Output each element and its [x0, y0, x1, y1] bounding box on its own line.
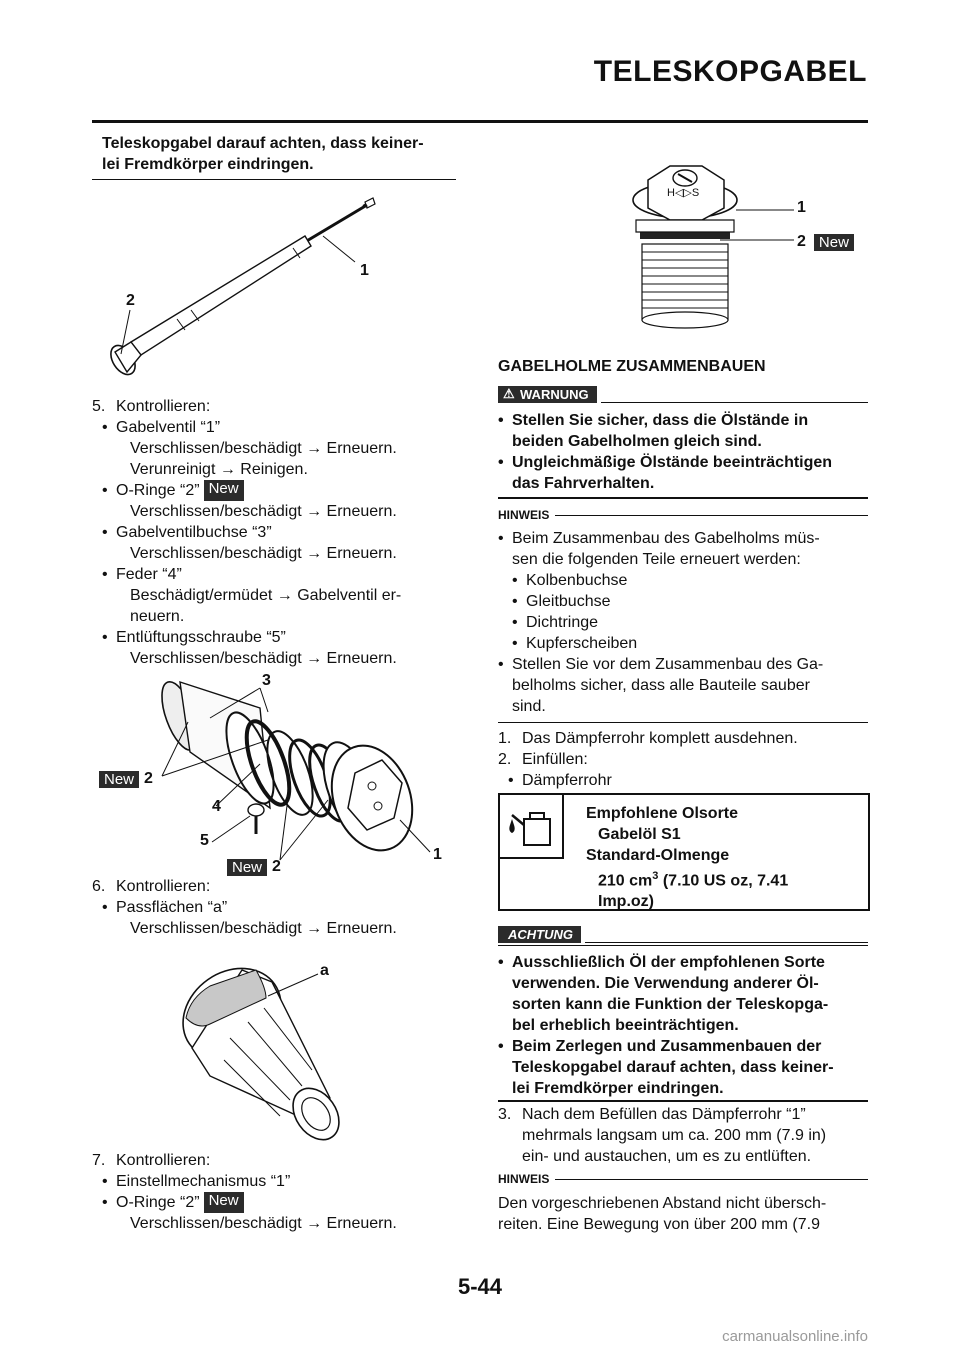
callout-1: 1	[360, 262, 369, 279]
new-badge: New	[99, 771, 139, 788]
hinweis2-body: Den vorgeschriebenen Abstand nicht übersch- reiten. Eine Bewegung von über 200 mm (7.9	[498, 1195, 827, 1233]
step-7: 7. Kontrollieren: • Einstellmechanismus “1” • O-Ringe “2” New Verschlissen/beschädigt → Erneuern.	[92, 1152, 397, 1232]
callout-3: 3	[262, 672, 271, 689]
callout-leader-lines-fig1	[95, 190, 395, 390]
caution-rule	[92, 179, 456, 180]
hinweis2-header: HINWEIS	[498, 1172, 868, 1186]
page-title: TELESKOPGABEL	[593, 55, 867, 88]
watermark: carmanualsonline.info	[722, 1328, 868, 1345]
oil-can-icon	[506, 805, 558, 849]
callout-4: 4	[212, 798, 221, 815]
step-6: 6. Kontrollieren: • Passflächen “a” Verschlissen/beschädigt → Erneuern.	[92, 878, 397, 937]
step-3: 3. Nach dem Befüllen das Dämpferrohr “1” mehrmals langsam um ca. 200 mm (7.9 in) ein- und austauchen, um es zu entlüften.	[498, 1106, 827, 1165]
caution-tail: Teleskopgabel darauf achten, dass keiner- lei Fremdkörper eindringen.	[102, 135, 424, 173]
achtung-top-rule	[498, 945, 868, 946]
warning-triangle-icon: ⚠	[503, 386, 515, 401]
callout-a: a	[320, 962, 329, 979]
section-title: GABELHOLME ZUSAMMENBAUEN	[498, 358, 766, 375]
callout-2-new-b: New 2	[227, 858, 281, 876]
warnung-rule	[498, 497, 868, 499]
warnung-label: ⚠ WARNUNG	[498, 386, 597, 403]
new-badge: New	[204, 480, 244, 501]
achtung-label: ACHTUNG	[498, 926, 581, 943]
header-rule	[92, 120, 868, 123]
callout-1: 1	[797, 199, 806, 216]
hinweis-rule	[498, 722, 868, 723]
achtung-body: • Ausschließlich Öl der empfohlenen Sorte verwenden. Die Verwendung anderer Öl- sorten kann die Funktion der Teleskopga- bel erheblich beeinträchtigen. • Beim Zerlegen und Zusammenbauen der Teleskopgabel darauf achten, dass keiner- lei Fremdkörper eindringen.	[498, 954, 834, 1097]
callout-2: 2	[126, 292, 135, 309]
callout-5: 5	[200, 832, 209, 849]
callout-1: 1	[433, 846, 442, 863]
new-badge: New	[204, 1192, 244, 1213]
steps-1-2: 1. Das Dämpferrohr komplett ausdehnen. 2. Einfüllen: • Dämpferrohr	[498, 730, 798, 789]
callout-2-new-a: New 2	[99, 770, 153, 788]
warnung-body: • Stellen Sie sicher, dass die Ölstände in beiden Gabelholmen gleich sind. • Ungleichmäßige Ölstände beeinträchtigen das Fahrverhalten.	[498, 412, 833, 492]
hs-marking: H◁▷S	[667, 187, 700, 199]
warnung-header	[498, 386, 868, 403]
new-badge: New	[227, 859, 267, 876]
new-badge: New	[814, 234, 854, 251]
callout-2-new: 2 New	[797, 233, 854, 251]
oil-spec-text: Empfohlene Olsorte Gabelöl S1 Standard-Olmenge 210 $cm^3$ (7.10 US oz, 7.41 Imp.oz)	[586, 805, 789, 911]
hinweis-body: • Beim Zusammenbau des Gabelholms müs- sen die folgenden Teile erneuert werden: • Kolbenbuchse • Gleitbuchse • Dichtringe • Kupferscheiben • Stellen Sie vor dem Zusammenbau des Ga- belholms sicher, dass alle Bauteile sauber sind.	[498, 530, 824, 715]
callout-leader-lines-fig4	[720, 200, 800, 250]
oil-can-icon-box	[500, 795, 564, 859]
achtung-header	[498, 926, 868, 943]
page-number: 5-44	[457, 1274, 503, 1299]
achtung-rule	[498, 1100, 868, 1102]
oil-spec-box	[498, 793, 870, 911]
hinweis-header: HINWEIS	[498, 508, 868, 522]
step-5: 5. Kontrollieren: • Gabelventil “1” Verschlissen/beschädigt → Erneuern. Verunreinigt → Reinigen. • O-Ringe “2” New Verschlissen/beschädigt → Erneuern. • Gabelventilbuchse “3” Verschlissen/beschädigt → Erneuern. • Feder “4” Beschädigt/ermüdet → Gabelventil er- neuern. • Entlüftungsschraube “5” Verschlissen/beschädigt → Erneuern.	[92, 398, 402, 667]
